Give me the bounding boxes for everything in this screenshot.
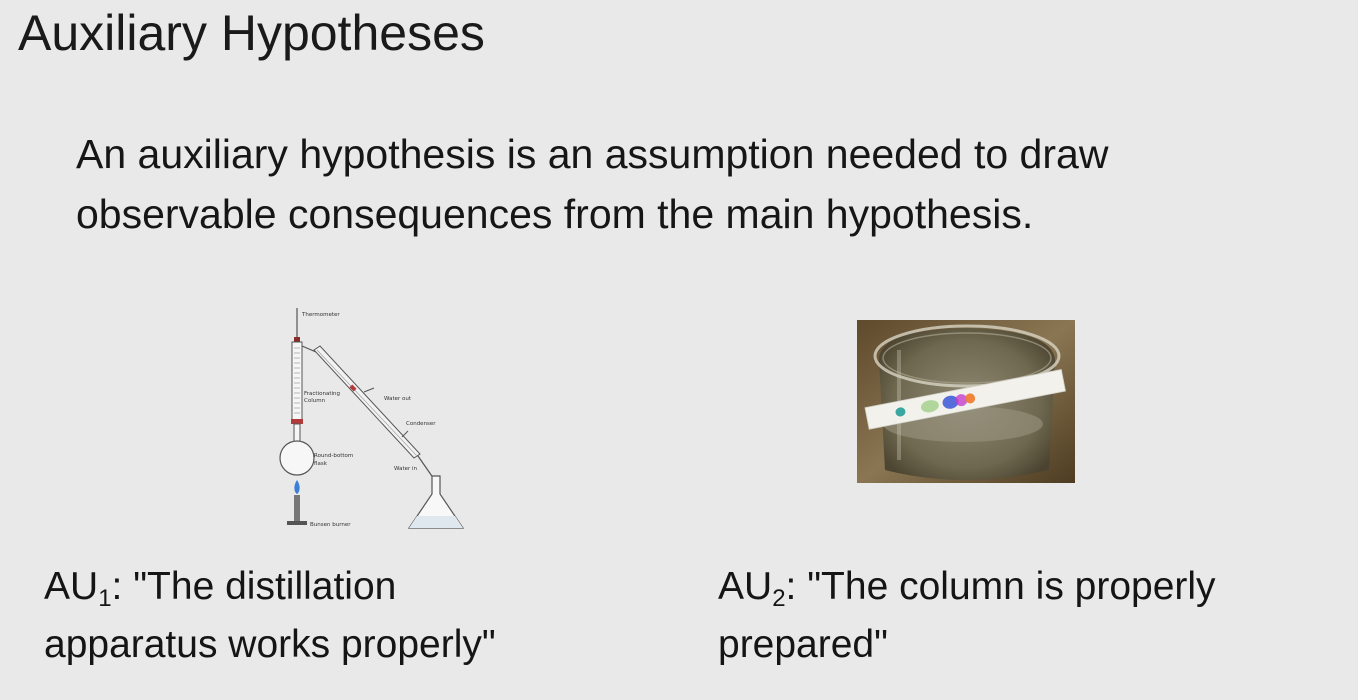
caption-au2-line2: prepared" — [718, 623, 888, 666]
burner-base — [287, 521, 307, 525]
caption-au2-prefix: AU — [718, 565, 773, 608]
label-bunsen-burner: Bunsen burner — [310, 522, 351, 528]
thermometer-stopper — [294, 337, 300, 342]
label-fractionating: Fractionating — [304, 391, 340, 397]
side-arm — [302, 346, 316, 352]
label-water-out: Water out — [384, 396, 412, 402]
distillation-apparatus-diagram — [270, 304, 470, 536]
chromatography-photo — [857, 320, 1075, 483]
caption-au1-line1 — [44, 558, 496, 616]
caption-au1-line2: apparatus works properly" — [44, 623, 496, 666]
label-condenser: Condenser — [406, 421, 436, 427]
caption-au1-text: : "The distillation — [111, 565, 397, 608]
burner-flame — [294, 480, 299, 494]
receiving-flask-liquid — [409, 516, 463, 528]
definition-line-1: An auxiliary hypothesis is an assumption needed to draw — [76, 131, 1109, 177]
label-thermometer: Thermometer — [302, 312, 340, 318]
caption-au1-subscript: 1 — [98, 585, 112, 612]
round-bottom-flask — [280, 441, 314, 475]
caption-au1-prefix: AU — [44, 565, 99, 608]
water-in-nozzle — [402, 431, 408, 437]
definition-text — [76, 124, 1296, 244]
caption-au2-line1 — [718, 558, 1216, 616]
caption-au1 — [44, 558, 496, 674]
slide-title: Auxiliary Hypotheses — [18, 5, 485, 61]
condenser-inner-tube — [317, 350, 417, 456]
burner-tube — [294, 495, 300, 521]
flask-neck — [294, 424, 300, 442]
caption-au2-subscript: 2 — [772, 585, 786, 612]
label-water-in: Water in — [394, 466, 418, 472]
label-flask: flask — [314, 461, 327, 467]
condenser — [314, 346, 420, 458]
label-column: Column — [304, 398, 326, 404]
caption-au2 — [718, 558, 1216, 674]
label-round-bottom: Round-bottom — [314, 453, 354, 459]
caption-au2-text: : "The column is properly — [785, 565, 1216, 608]
column-joint — [291, 419, 303, 424]
fractionating-column — [292, 342, 302, 420]
water-out-nozzle — [364, 388, 374, 392]
definition-line-2: observable consequences from the main hypothesis. — [76, 191, 1034, 237]
